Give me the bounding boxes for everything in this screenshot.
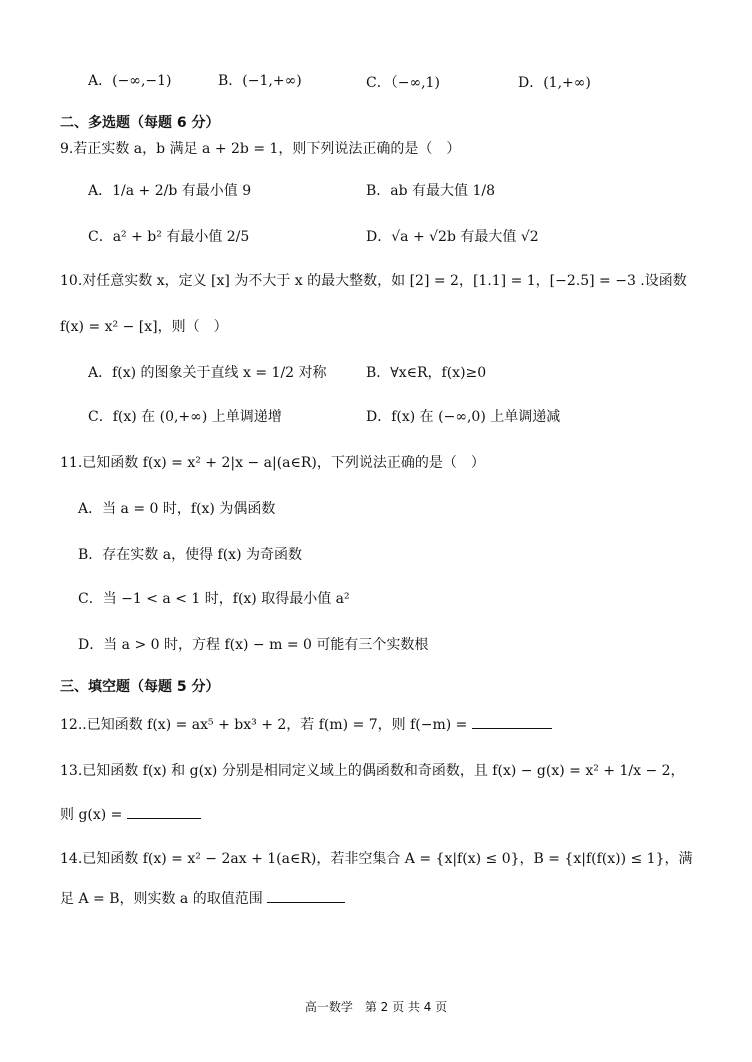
q11-option-d: D．当 a > 0 时，方程 f(x) − m = 0 可能有三个实数根	[78, 637, 429, 653]
question-13-text: 则 g(x) =	[60, 807, 123, 823]
q11-option-a: A．当 a = 0 时，f(x) 为偶函数	[78, 501, 276, 517]
q8-option-b: B．(−1,+∞)	[218, 73, 302, 89]
question-12	[60, 714, 552, 734]
question-14-line1: 14.已知函数 f(x) = x² − 2ax + 1(a∈R)，若非空集合 A = {x|f(x) ≤ 0}，B = {x|f(f(x)) ≤ 1}，满	[60, 851, 693, 867]
q10-option-a: A．f(x) 的图象关于直线 x = 1/2 对称	[88, 365, 327, 381]
question-12-text: 12..已知函数 f(x) = ax⁵ + bx³ + 2，若 f(m) = 7，则 f(−m) =	[60, 717, 468, 733]
q9-option-a: A．1/a + 2/b 有最小值 9	[88, 183, 252, 199]
question-9-stem: 9.若正实数 a，b 满足 a + 2b = 1，则下列说法正确的是（ ）	[60, 141, 461, 157]
answer-blank-13[interactable]	[127, 818, 201, 819]
q8-option-d: D．(1,+∞)	[518, 75, 591, 91]
answer-blank-14[interactable]	[267, 902, 345, 903]
q9-option-d: D．√a + √2b 有最大值 √2	[366, 229, 539, 245]
page-footer: 高一数学 第 2 页 共 4 页	[304, 1000, 448, 1014]
q10-option-b: B．∀x∈R，f(x)≥0	[366, 365, 487, 381]
q9-option-b: B．ab 有最大值 1/8	[366, 183, 496, 199]
question-10-stem-line2: f(x) = x² − [x]，则（ ）	[60, 319, 228, 335]
q11-option-b: B．存在实数 a，使得 f(x) 为奇函数	[78, 547, 302, 563]
section-heading-fill-in: 三、填空题（每题 5 分）	[60, 679, 220, 695]
question-10-stem-line1: 10.对任意实数 x，定义 [x] 为不大于 x 的最大整数，如 [2] = 2，[1.1] = 1，[−2.5] = −3 .设函数	[60, 273, 687, 289]
section-heading-multiple-choice: 二、多选题（每题 6 分）	[60, 115, 220, 131]
question-13-line2	[60, 804, 201, 824]
answer-blank-12[interactable]	[472, 728, 552, 729]
question-13-line1: 13.已知函数 f(x) 和 g(x) 分别是相同定义域上的偶函数和奇函数，且 f(x) − g(x) = x² + 1/x − 2，	[60, 763, 685, 779]
q9-option-c: C．a² + b² 有最小值 2/5	[88, 229, 250, 245]
q10-option-d: D．f(x) 在 (−∞,0) 上单调递减	[366, 409, 561, 425]
q10-option-c: C．f(x) 在 (0,+∞) 上单调递增	[88, 409, 282, 425]
q8-option-c: C．（−∞,1)	[366, 75, 440, 91]
q11-option-c: C．当 −1 < a < 1 时，f(x) 取得最小值 a²	[78, 591, 350, 607]
q8-option-a: A．(−∞,−1)	[88, 73, 172, 89]
question-14-line2	[60, 888, 345, 908]
question-11-stem: 11.已知函数 f(x) = x² + 2|x − a|(a∈R)，下列说法正确的是（ ）	[60, 455, 485, 471]
question-14-text: 足 A = B，则实数 a 的取值范围	[60, 891, 263, 907]
